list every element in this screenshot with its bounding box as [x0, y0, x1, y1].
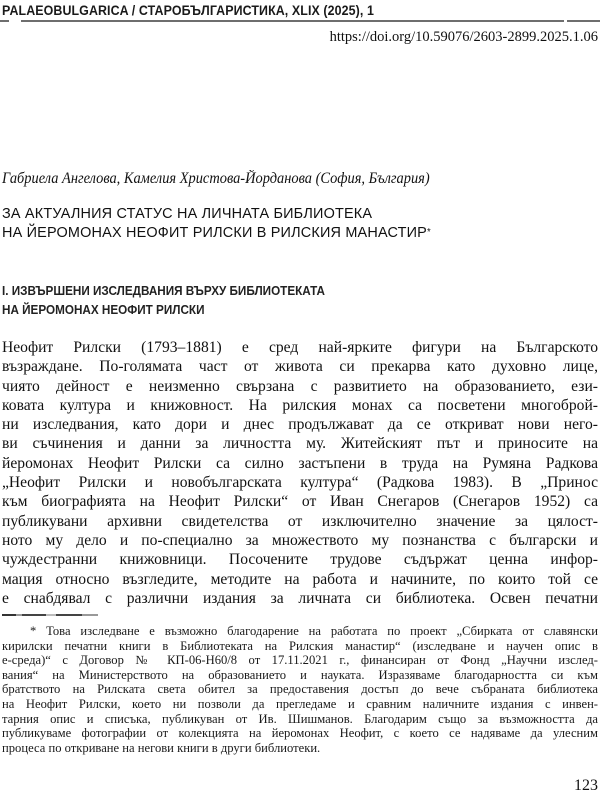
section-heading-line-2: НА ЙЕРОМОНАХ НЕОФИТ РИЛСКИ [2, 302, 205, 317]
body-line: йеромонах Неофит Рилски са силно застъпени в труда на Румяна Радкова [2, 454, 598, 472]
section-heading-line-1: I. ИЗВЪРШЕНИ ИЗСЛЕДВАНИЯ ВЪРХУ БИБЛИОТЕКАТА [2, 283, 326, 298]
doi-link[interactable]: https://doi.org/10.59076/2603-2899.2025.1.06 [329, 29, 598, 45]
footnote-line: кирилски печатни книги в Библиотеката на Рилския манастир“ (изследване и научен опис в [2, 638, 598, 653]
running-head: PALAEOBULGARICA / СТАРОБЪЛГАРИСТИКА, XLIX (2025), 1 [2, 3, 374, 18]
footnote-line: * Това изследване е възможно благодарение на работата по проект „Сбирката от славянски [30, 624, 598, 638]
body-line: ното му дело и по-специално за множеството му познанства с български и [2, 531, 598, 549]
body-line: ни изследвания, като дори и днес продължават да се откриват нови него- [2, 416, 598, 434]
body-line: ви съчинения и данни за личността му. Житейският път и приносите на [2, 435, 598, 453]
body-line: чиято дейност е неизменно свързана с развитието на образованието, ези- [2, 377, 598, 395]
footnote-line: братството на Рилската света обител за предоставения достъп до вече събраната библиотека [2, 682, 598, 697]
body-line: мация относно възгледите, методите на работа и начините, по които той се [2, 570, 598, 588]
body-paragraph [2, 338, 598, 608]
header-rule [0, 20, 600, 22]
footnote-line: е-среда)“ с Договор № КП-06-Н60/8 от 17.11.2021 г., финансиран от Фонд „Научни изслед- [2, 653, 598, 668]
body-line: Неофит Рилски (1793–1881) е сред най-ярките фигури на Българското [2, 339, 598, 356]
body-line: към биографията на Неофит Рилски“ от Иван Снегаров (Снегаров 1952) са [2, 493, 598, 511]
body-line: „Неофит Рилски и новобългарската култура“ (Радкова 1983). В „Принос [2, 474, 598, 492]
footnote-marker[interactable]: * [426, 227, 431, 238]
body-line: чуждестранни книжовници. Посочените трудове съдържат ценна инфор- [2, 551, 598, 569]
footnote-line: публикуваме фотографии от колекцията на йеромонах Неофит, с което се надяваме да улесним [2, 726, 598, 741]
body-line: ковата култура и книжовност. На рилския монах са посветени многоброй- [2, 396, 598, 414]
footnote [2, 624, 598, 755]
header-rule-gap [564, 19, 567, 23]
title-line-2 [2, 223, 431, 242]
body-line: публикувани архивни свидетелства от изключително значение за цялост- [2, 512, 598, 530]
header-rule-gap [9, 19, 21, 23]
footnote-separator [2, 614, 98, 616]
title-line-1: ЗА АКТУАЛНИЯ СТАТУС НА ЛИЧНАТА БИБЛИОТЕКА [2, 205, 373, 222]
article-authors: Габриела Ангелова, Камелия Христова-Йорданова (София, България) [2, 170, 430, 187]
footnote-line: тарния опис и списъка, публикуван от Ив. Шишманов. Благодарим също за възможността да [2, 711, 598, 726]
body-line: е снабдявал с различни издания за личната си библиотека. Освен печатни [2, 589, 598, 607]
page-number: 123 [574, 777, 598, 794]
title-line-2-text: НА ЙЕРОМОНАХ НЕОФИТ РИЛСКИ В РИЛСКИЯ МАНАСТИР [2, 224, 427, 241]
footnote-line: вания“ на Министерството на образованието и науката. Изразяваме благодарността си към [2, 667, 598, 682]
section-heading [2, 281, 325, 319]
footnote-line: процеса по откриване на негови книги в други библиотеки. [2, 740, 321, 755]
body-line: възраждане. По-голямата част от живота си прекарва като духовно лице, [2, 358, 598, 376]
article-title [2, 204, 431, 242]
footnote-line: на Неофит Рилски, което ни позволи да прегледаме и сравним наличните издания с инвен- [2, 696, 598, 711]
